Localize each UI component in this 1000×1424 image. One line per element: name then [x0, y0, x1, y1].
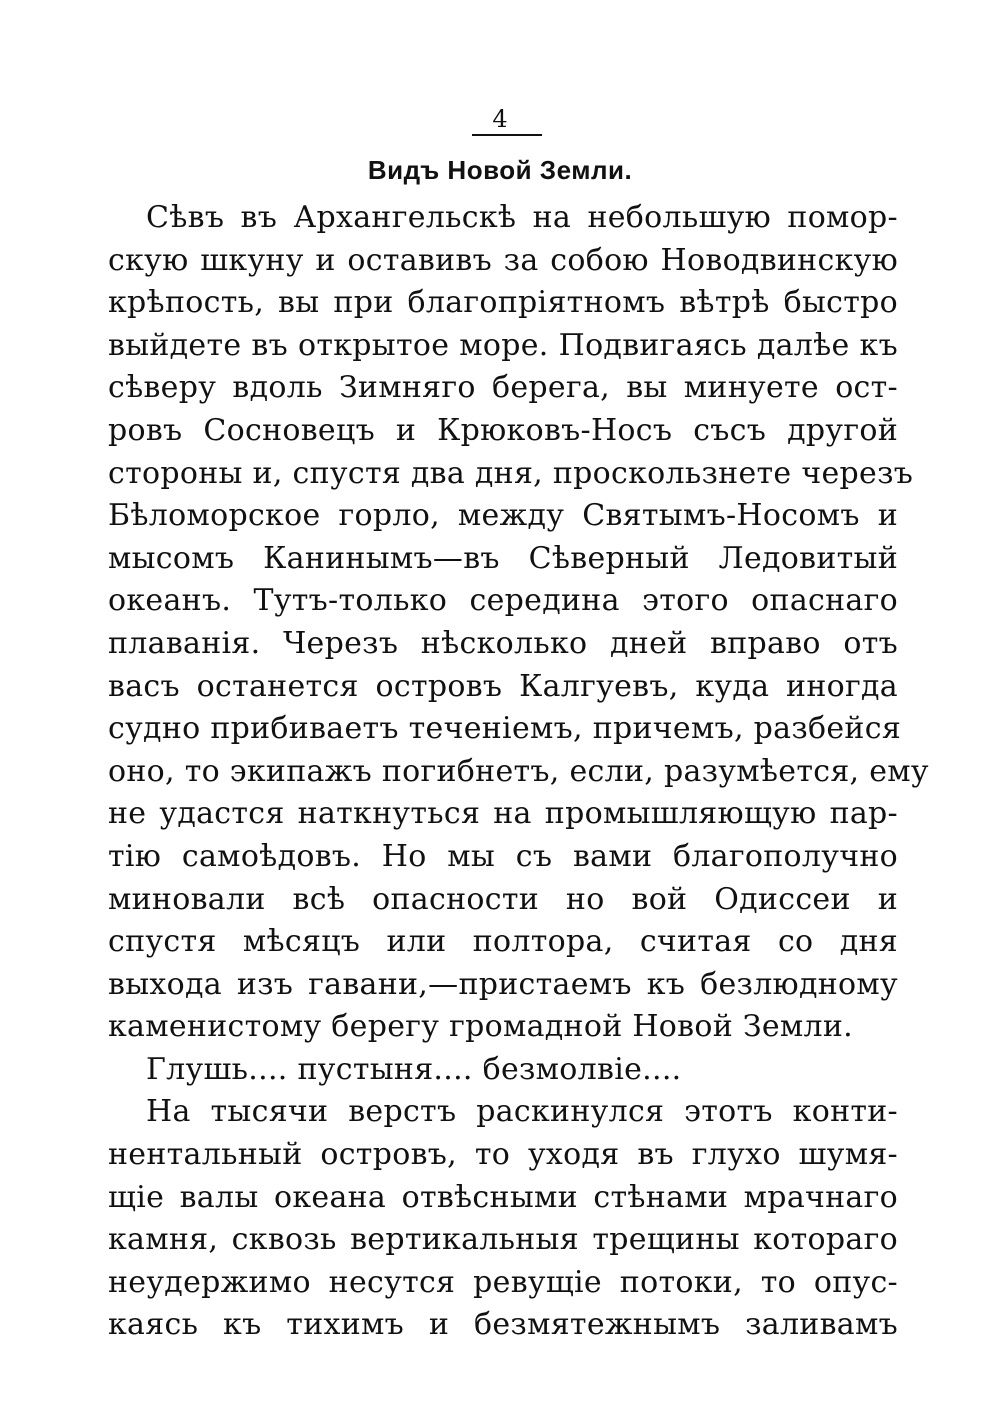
body-text: [108, 197, 929, 1347]
text-line: камня, сквозь вертикальныя трещины котораго: [108, 1222, 898, 1258]
text-line: крѣпость, вы при благопріятномъ вѣтрѣ быстро: [108, 285, 898, 321]
text-line: судно прибиваетъ теченіемъ, причемъ, разбейся: [108, 711, 902, 747]
text-line: мысомъ Канинымъ—въ Сѣверный Ледовитый: [108, 540, 898, 576]
text-line: На тысячи верстъ раскинулся этотъ конти-: [146, 1094, 898, 1130]
text-line: васъ останется островъ Калгуевъ, куда иногда: [108, 668, 898, 704]
text-line: Глушь.... пустыня.... безмолвіе....: [146, 1051, 682, 1087]
text-line: ровъ Сосновецъ и Крюковъ-Носъ съсъ другой: [108, 412, 898, 448]
text-line: щіе валы океана отвѣсными стѣнами мрачнаго: [108, 1179, 898, 1215]
text-line: не удастся наткнуться на промышляющую пар-: [108, 796, 898, 832]
text-line: плаванія. Черезъ нѣсколько дней вправо отъ: [108, 625, 898, 661]
text-line: оно, то экипажъ погибнетъ, если, разумѣется, ему: [108, 753, 929, 789]
text-line: океанъ. Тутъ-только середина этого опаснаго: [108, 583, 898, 619]
text-line: каясь къ тихимъ и безмятежнымъ заливамъ: [108, 1307, 898, 1343]
text-line: спустя мѣсяцъ или полтора, считая со дня: [108, 924, 898, 960]
text-line: миновали всѣ опасности но вой Одиссеи и: [108, 881, 898, 917]
text-line: Сѣвъ въ Архангельскѣ на небольшую помор-: [146, 200, 898, 235]
page-number: 4: [492, 105, 508, 133]
page-number-rule: [472, 134, 542, 136]
text-line: тію самоѣдовъ. Но мы съ вами благополучно: [108, 838, 898, 874]
text-line: скую шкуну и оставивъ за собою Новодвинскую: [108, 242, 898, 278]
chapter-title: Видъ Новой Земли.: [367, 155, 633, 185]
text-line: неудержимо несутся ревущіе потоки, то опус-: [108, 1264, 898, 1300]
text-line: стороны и, спустя два дня, проскользнете черезъ: [108, 455, 914, 491]
text-line: выхода изъ гавани,—пристаемъ къ безлюдному: [108, 966, 898, 1002]
text-line: каменистому берегу громадной Новой Земли.: [108, 1009, 854, 1045]
text-line: Бѣломорское горло, между Святымъ-Носомъ и: [108, 498, 898, 534]
text-line: сѣверу вдоль Зимняго берега, вы минуете ост-: [108, 370, 898, 406]
text-line: выйдете въ открытое море. Подвигаясь далѣе къ: [108, 327, 898, 363]
text-line: нентальный островъ, то уходя въ глухо шумя-: [108, 1137, 898, 1173]
